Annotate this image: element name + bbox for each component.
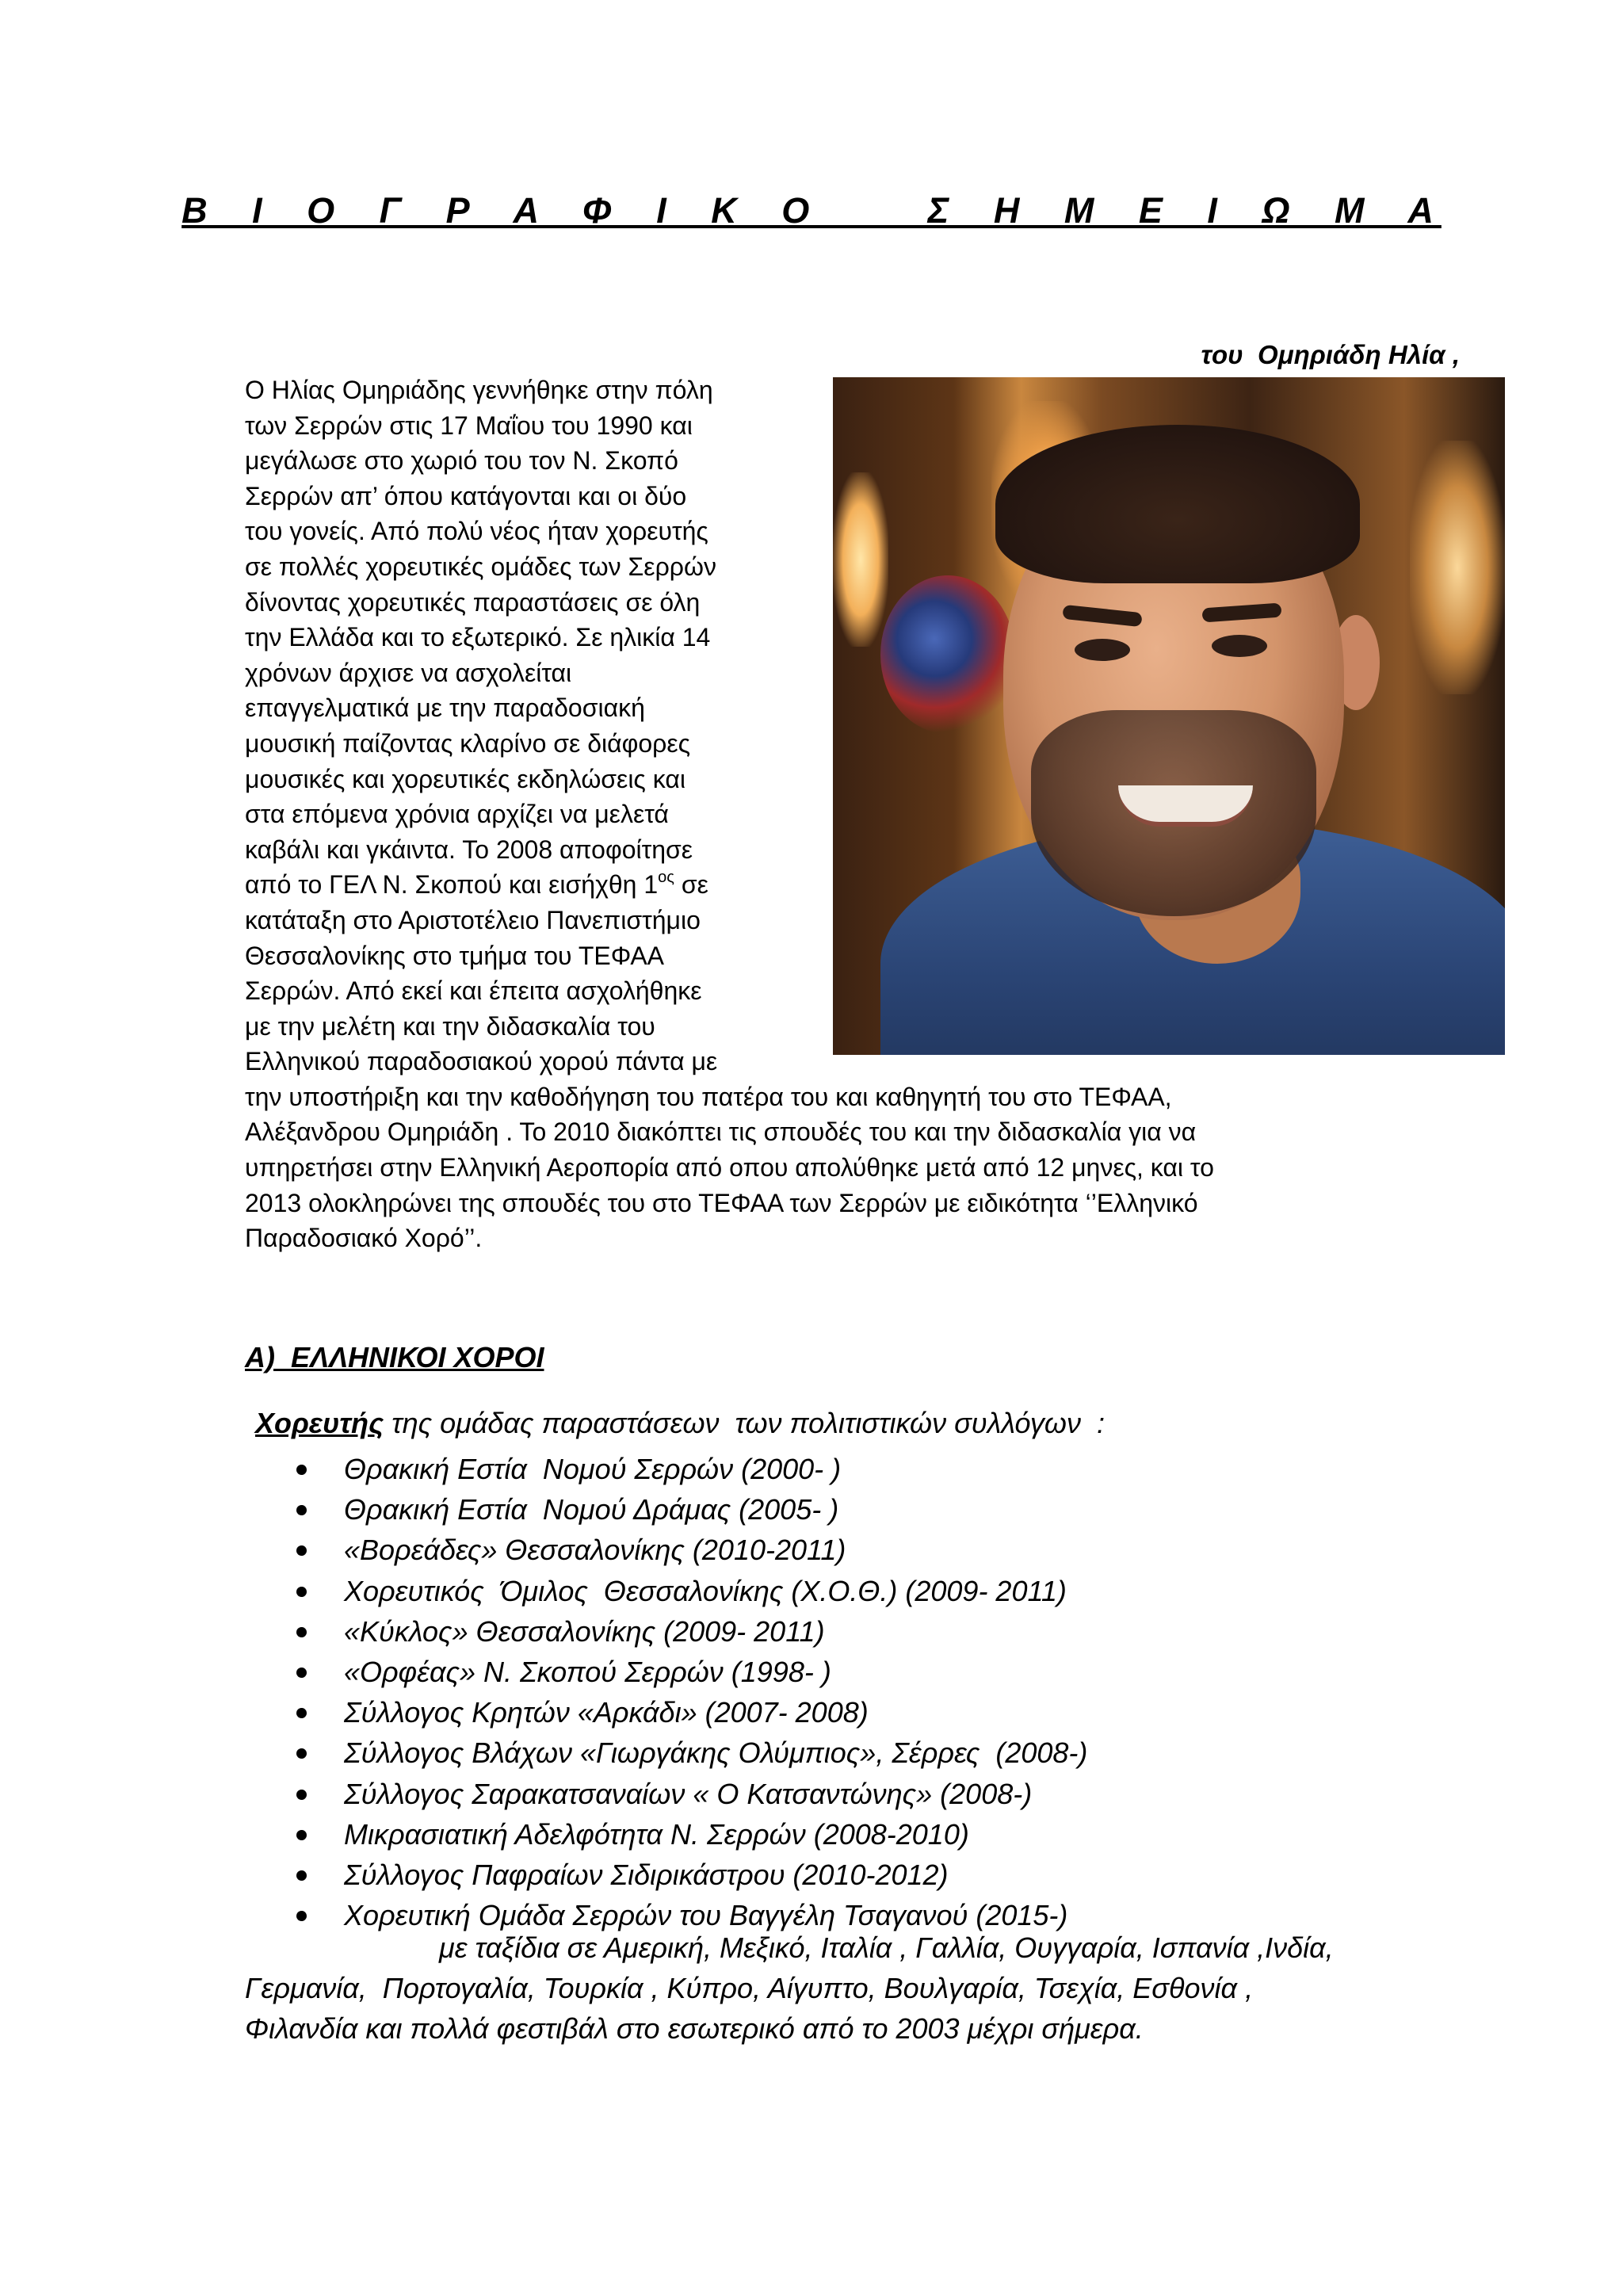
list-item: Σύλλογος Παφραίων Σιδιρικάστρου (2010-2012) (0, 1855, 1087, 1895)
ordinal-superscript: ος (658, 869, 674, 887)
bullet-icon (296, 1668, 307, 1678)
bio-line: του γονείς. Από πολύ νέος ήταν χορευτής (245, 517, 708, 546)
list-item: Μικρασιατική Αδελφότητα Ν. Σερρών (2008-2010) (0, 1814, 1087, 1855)
portrait-photo (833, 377, 1505, 1055)
bio-line: δίνοντας χορευτικές παραστάσεις σε όλη (245, 587, 701, 617)
section-a-title: Α) ΕΛΛΗΝΙΚΟΙ ΧΟΡΟΙ (245, 1341, 544, 1373)
travels-line: Γερμανία, Πορτογαλία, Τουρκία , Κύπρο, Αίγυπτο, Βουλγαρία, Τσεχία, Εσθονία , (245, 1972, 1254, 2004)
bullet-icon (296, 1627, 307, 1637)
travels-paragraph (245, 1927, 1481, 2049)
bullet-icon (296, 1708, 307, 1718)
bio-line: Σερρών. Από εκεί και έπειτα ασχολήθηκε (245, 976, 702, 1006)
list-item: «Ορφέας» Ν. Σκοπού Σερρών (1998- ) (0, 1652, 1087, 1692)
bio-line: μεγάλωσε στο χωριό του τον Ν. Σκοπό (245, 446, 678, 476)
bio-line: Ελληνικού παραδοσιακού χορού πάντα με (245, 1047, 718, 1076)
list-item: «Βορεάδες» Θεσσαλονίκης (2010-2011) (0, 1530, 1087, 1570)
list-item: Θρακική Εστία Νομού Δράμας (2005- ) (0, 1489, 1087, 1530)
bio-line: καβάλι και γκάιντα. Το 2008 αποφοίτησε (245, 835, 693, 864)
list-item: Σύλλογος Κρητών «Αρκάδι» (2007- 2008) (0, 1692, 1087, 1733)
bullet-icon (296, 1545, 307, 1556)
bullet-icon (296, 1587, 307, 1597)
bio-line: κατάταξη στο Αριστοτέλειο Πανεπιστήμιο (245, 905, 701, 934)
bullet-icon (296, 1911, 307, 1921)
travels-line: Φιλανδία και πολλά φεστιβάλ στο εσωτερικό από το 2003 μέχρι σήμερα. (245, 2012, 1144, 2045)
section-a-intro: Χορευτής της ομάδας παραστάσεων των πολιτιστικών συλλόγων : (255, 1407, 1105, 1439)
bio-line: με την μελέτη και την διδασκαλία του (245, 1011, 655, 1041)
bio-line: μουσικές και χορευτικές εκδηλώσεις και (245, 764, 685, 793)
bullet-icon (296, 1748, 307, 1759)
bullet-icon (296, 1830, 307, 1840)
list-item: Σύλλογος Βλάχων «Γιωργάκης Ολύμπιος», Σέρρες (2008-) (0, 1733, 1087, 1773)
bio-line: από το ΓΕΛ Ν. Σκοπού και εισήχθη $1^{o\varsigma}$ σε (245, 869, 708, 900)
list-item: «Κύκλος» Θεσσαλονίκης (2009- 2011) (0, 1611, 1087, 1652)
bio-line: την Ελλάδα και το εξωτερικό. Σε ηλικία 14 (245, 623, 711, 652)
travels-line: με ταξίδια σε Αμερική, Μεξικό, Ιταλία , Γαλλία, Ουγγαρία, Ισπανία ,Ινδία, (439, 1931, 1334, 1964)
biography-text (245, 372, 1469, 1256)
list-item: Θρακική Εστία Νομού Σερρών (2000- ) (0, 1449, 1087, 1489)
bullet-icon (296, 1870, 307, 1881)
list-item: Χορευτικός Όμιλος Θεσσαλονίκης (Χ.Ο.Θ.) (2009- 2011) (0, 1571, 1087, 1611)
bio-line: Αλέξανδρου Ομηριάδη . Το 2010 διακόπτει τις σπουδές του και την διδασκαλία για να (245, 1117, 1197, 1147)
bullet-icon (296, 1505, 307, 1515)
author-name: του Ομηριάδη Ηλία , (1201, 340, 1460, 369)
dance-groups-list (0, 1449, 1087, 1935)
bio-line: Θεσσαλονίκης στο τμήμα του ΤΕΦΑΑ (245, 941, 664, 970)
dancer-label: Χορευτής (255, 1407, 384, 1439)
bio-line: χρόνων άρχισε να ασχολείται (245, 658, 572, 687)
bio-line: Ο Ηλίας Ομηριάδης γεννήθηκε στην πόλη (245, 376, 713, 404)
list-item: Σύλλογος Σαρακατσαναίων « Ο Κατσαντώνης» (2008-) (0, 1774, 1087, 1814)
bio-line: 2013 ολοκληρώνει της σπουδές του στο ΤΕΦΑΑ των Σερρών με ειδικότητα ‘’Ελληνικό (245, 1188, 1198, 1217)
document-title: Β Ι Ο Γ Ρ Α Φ Ι Κ Ο Σ Η Μ Ε Ι Ω Μ Α (181, 190, 1442, 231)
bio-line: επαγγελματικά με την παραδοσιακή (245, 693, 645, 723)
bio-line: μουσική παίζοντας κλαρίνο σε διάφορες (245, 728, 691, 758)
bullet-icon (296, 1790, 307, 1800)
list-item: Χορευτική Ομάδα Σερρών του Βαγγέλη Τσαγανού (2015-) (0, 1895, 1087, 1935)
bio-line: την υποστήριξη και την καθοδήγηση του πατέρα του και καθηγητή του στο ΤΕΦΑΑ, (245, 1082, 1172, 1111)
bio-line: των Σερρών στις 17 Μαΐου του 1990 και (245, 411, 693, 440)
bio-line: στα επόμενα χρόνια αρχίζει να μελετά (245, 800, 669, 829)
bio-line: υπηρετήσει στην Ελληνική Αεροπορία από οπου απολύθηκε μετά από 12 μηνες, και το (245, 1153, 1214, 1182)
bio-line: Παραδοσιακό Χορό’’. (245, 1224, 483, 1253)
bullet-icon (296, 1465, 307, 1475)
bio-line: Σερρών απ’ όπου κατάγονται και οι δύο (245, 481, 687, 510)
bio-line: σε πολλές χορευτικές ομάδες των Σερρών (245, 552, 716, 581)
